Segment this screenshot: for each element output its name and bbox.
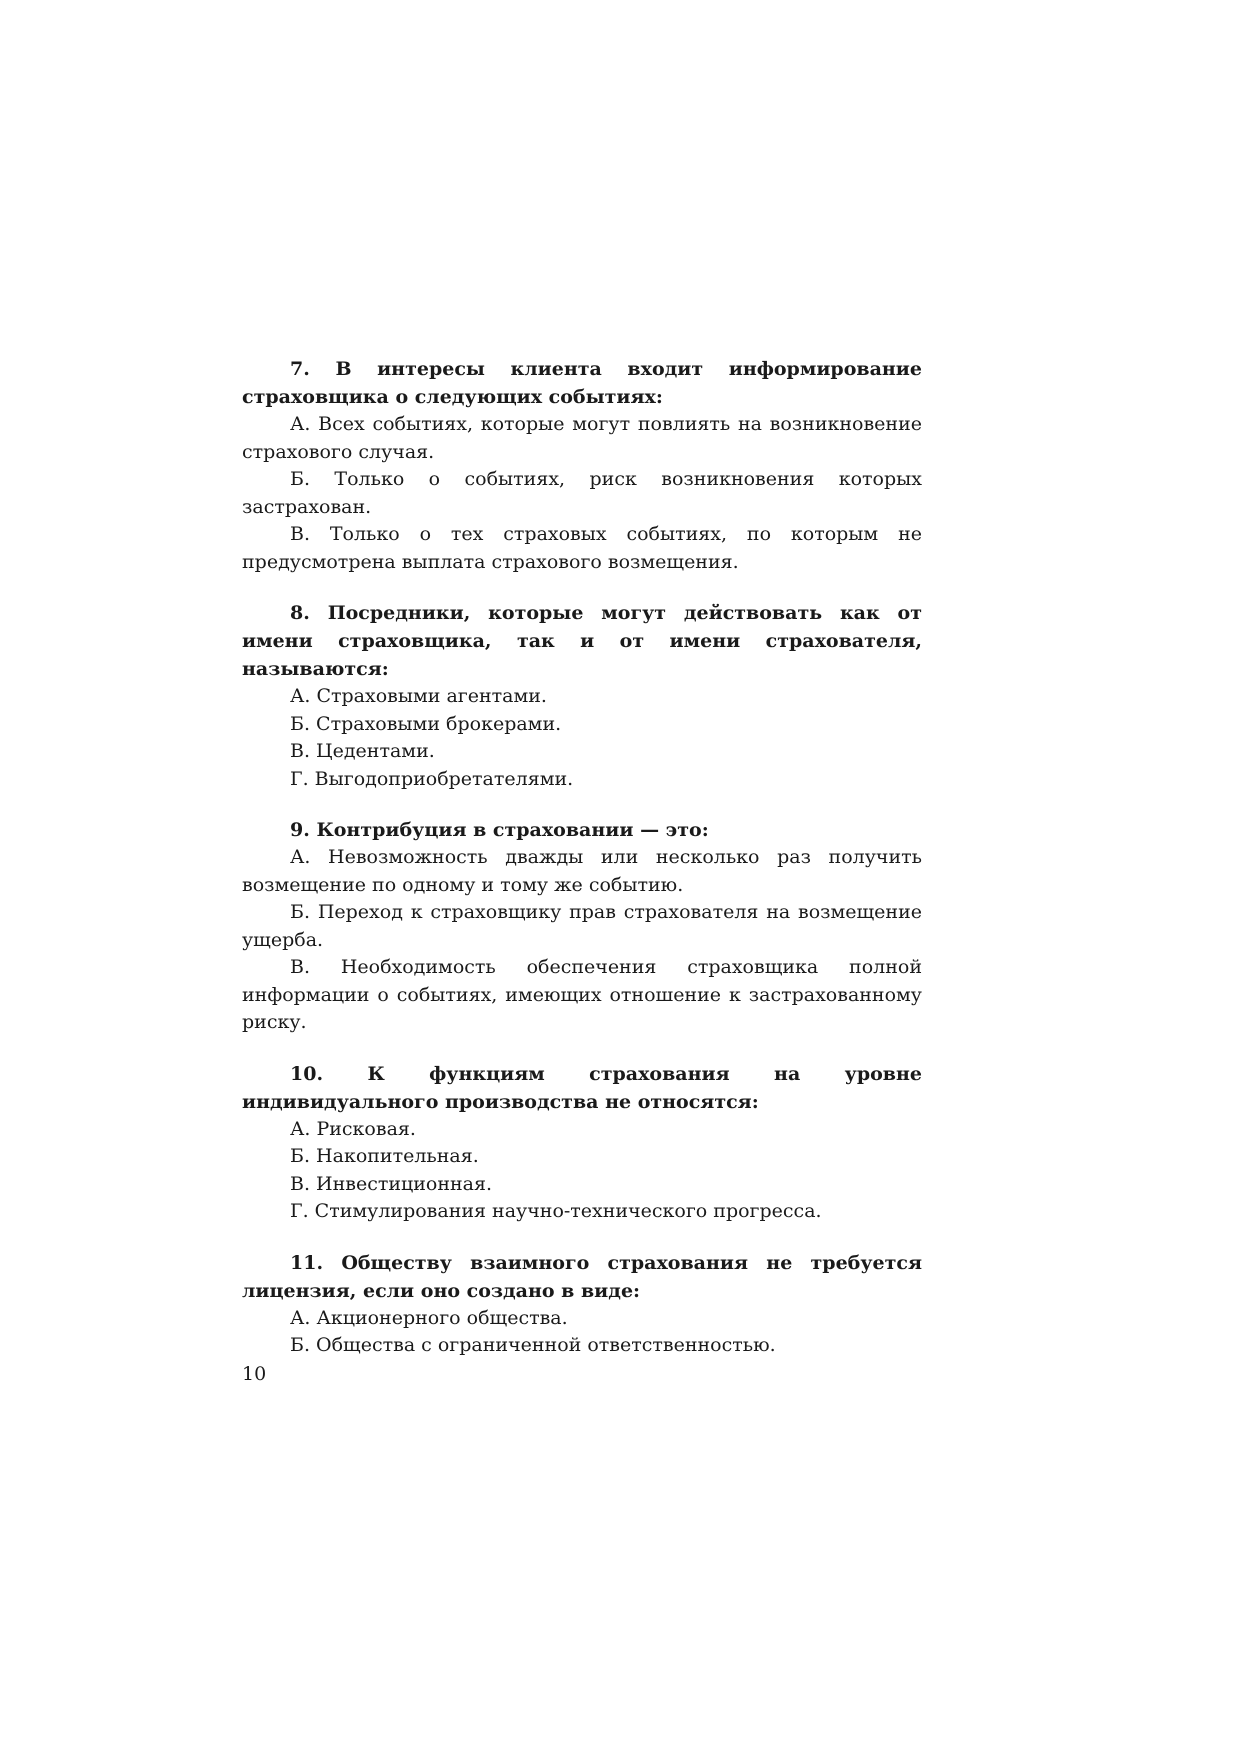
- question-text: Обществу взаимного страхования не требуется лицензия, если оно создано в виде:: [242, 1251, 922, 1302]
- question-title: [242, 816, 922, 844]
- question-11: [242, 1249, 922, 1360]
- question-7: [242, 355, 922, 576]
- answer-option: А. Страховыми агентами.: [290, 685, 547, 707]
- question-number: 9.: [290, 819, 310, 841]
- answer-option: Б. Только о событиях, риск возникновения которых застрахован.: [242, 468, 922, 518]
- question-text: Посредники, которые могут действовать как от имени страховщика, так и от имени страхователя, называются:: [242, 602, 922, 680]
- question-title: [242, 599, 922, 683]
- page-number: 10: [242, 1363, 267, 1385]
- answer-option: А. Всех событиях, которые могут повлиять на возникновение страхового случая.: [242, 413, 922, 463]
- question-title: [242, 355, 922, 411]
- answer-option: В. Необходимость обеспечения страховщика полной информации о событиях, имеющих отношение к застрахованному риску.: [242, 956, 922, 1033]
- answer-option: Б. Страховыми брокерами.: [290, 712, 562, 735]
- answer-option: Б. Накопительная.: [290, 1145, 479, 1167]
- answer-option: Б. Переход к страховщику прав страхователя на возмещение ущерба.: [242, 901, 922, 951]
- answer-option: Г. Стимулирования научно-технического прогресса.: [290, 1200, 822, 1222]
- question-10: [242, 1060, 922, 1226]
- answer-option: В. Цедентами.: [290, 740, 435, 762]
- question-text: В интересы клиента входит информирование страховщика о следующих событиях:: [242, 358, 922, 408]
- question-text: К функциям страхования на уровне индивидуального производства не относятся:: [242, 1062, 922, 1113]
- answer-option: Г. Выгодоприобретателями.: [290, 767, 574, 790]
- question-number: 7.: [290, 358, 310, 380]
- answer-option: В. Только о тех страховых событиях, по которым не предусмотрена выплата страхового возмещения.: [242, 523, 922, 573]
- answer-option: А. Невозможность дважды или несколько раз получить возмещение по одному и тому же событию.: [242, 846, 922, 896]
- answer-option: А. Рисковая.: [290, 1117, 416, 1140]
- question-number: 10.: [290, 1062, 324, 1085]
- question-number: 11.: [290, 1251, 324, 1274]
- page-body: [242, 355, 922, 1383]
- question-title: [242, 1249, 922, 1305]
- question-number: 8.: [290, 602, 310, 624]
- question-9: [242, 816, 922, 1037]
- question-text: Контрибуция в страховании — это:: [316, 819, 709, 841]
- answer-option: А. Акционерного общества.: [290, 1306, 568, 1329]
- answer-option: В. Инвестиционная.: [290, 1172, 493, 1195]
- answer-option: Б. Общества с ограниченной ответственностью.: [290, 1334, 776, 1356]
- question-8: [242, 599, 922, 793]
- question-title: [242, 1060, 922, 1116]
